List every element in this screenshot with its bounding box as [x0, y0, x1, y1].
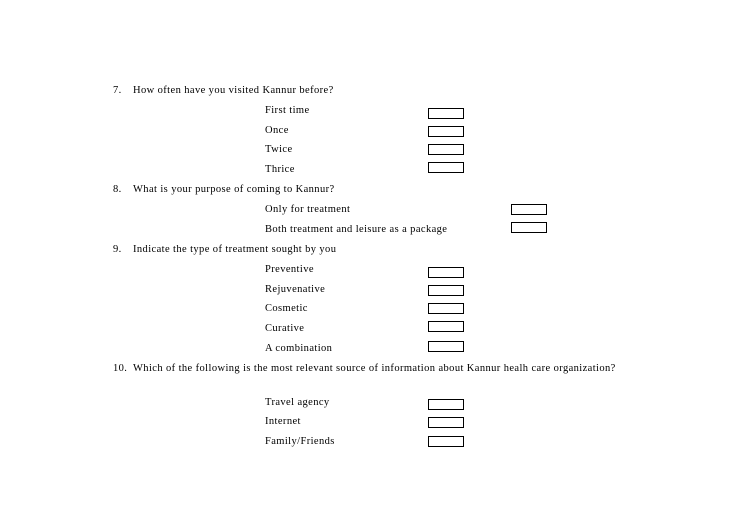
option-label: First time [265, 105, 310, 116]
option-label: Travel agency [265, 397, 330, 408]
question-text: What is your purpose of coming to Kannur? [133, 184, 335, 195]
option-checkbox[interactable] [511, 222, 547, 233]
option-label: Preventive [265, 264, 314, 275]
question-text: How often have you visited Kannur before? [133, 85, 334, 96]
option-label: Cosmetic [265, 303, 308, 314]
option-label: Internet [265, 416, 301, 427]
option-checkbox[interactable] [428, 341, 464, 352]
question-text: Which of the following is the most relevant source of information about Kannur healh care organization? [133, 363, 616, 374]
option-checkbox[interactable] [428, 267, 464, 278]
option-checkbox[interactable] [428, 108, 464, 119]
question-number: 9. [113, 244, 122, 255]
option-label: Only for treatment [265, 204, 351, 215]
option-checkbox[interactable] [428, 144, 464, 155]
option-checkbox[interactable] [428, 417, 464, 428]
option-label: Once [265, 125, 289, 136]
question-9 [113, 243, 668, 257]
option-checkbox[interactable] [428, 399, 464, 410]
option-label: A combination [265, 343, 333, 354]
question-7 [113, 84, 668, 98]
option-checkbox[interactable] [428, 285, 464, 296]
option-label: Both treatment and leisure as a package [265, 224, 448, 235]
option-label: Rejuvenative [265, 284, 326, 295]
question-number: 8. [113, 184, 122, 195]
option-label: Family/Friends [265, 436, 335, 447]
option-checkbox[interactable] [428, 303, 464, 314]
question-8 [113, 183, 668, 197]
option-checkbox[interactable] [428, 162, 464, 173]
option-checkbox[interactable] [428, 436, 464, 447]
option-label: Twice [265, 144, 293, 155]
option-checkbox[interactable] [511, 204, 547, 215]
question-number: 10. [113, 363, 128, 374]
option-label: Thrice [265, 164, 295, 175]
question-text: Indicate the type of treatment sought by you [133, 244, 337, 255]
option-label: Curative [265, 323, 305, 334]
question-number: 7. [113, 85, 122, 96]
option-checkbox[interactable] [428, 126, 464, 137]
question-10 [113, 362, 668, 376]
option-checkbox[interactable] [428, 321, 464, 332]
